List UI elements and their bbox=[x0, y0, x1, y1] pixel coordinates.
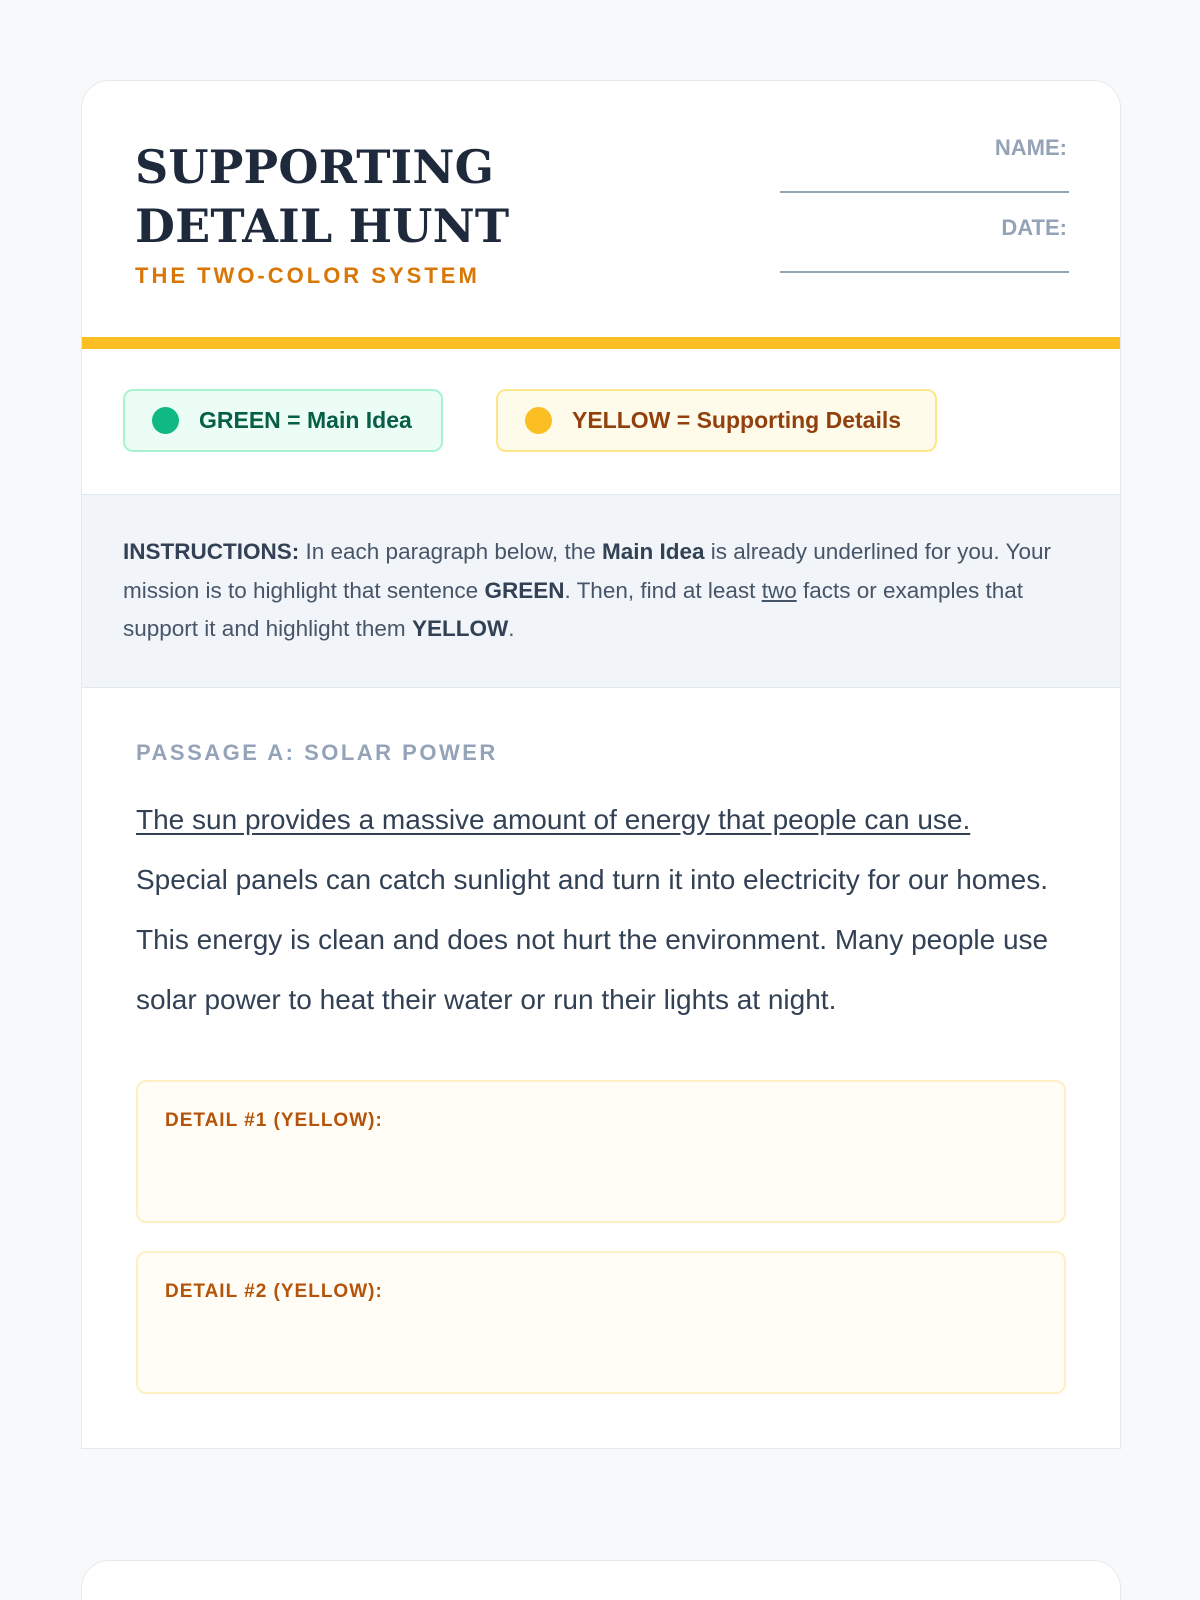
page-subtitle: THE TWO-COLOR SYSTEM bbox=[135, 263, 480, 288]
instructions-lead: INSTRUCTIONS: bbox=[123, 539, 300, 564]
instructions-text-1: In each paragraph below, the bbox=[299, 539, 602, 564]
yellow-dot-icon bbox=[525, 407, 552, 434]
legend-yellow-label: YELLOW = Supporting Details bbox=[572, 407, 902, 433]
worksheet-card bbox=[81, 80, 1121, 1449]
detail-2-label: DETAIL #2 (YELLOW): bbox=[165, 1280, 383, 1302]
color-legend bbox=[82, 349, 1120, 494]
worksheet-header bbox=[82, 81, 1120, 349]
instructions-text-3: . Then, find at least bbox=[564, 577, 762, 603]
detail-1-field[interactable] bbox=[136, 1080, 1066, 1223]
detail-2-field[interactable] bbox=[136, 1251, 1066, 1394]
green-dot-icon bbox=[152, 407, 179, 434]
name-field-line[interactable] bbox=[780, 191, 1069, 193]
instructions-text-4: facts or examples that support it and highlight them bbox=[123, 577, 1024, 641]
passage-body[interactable]: Special panels can catch sunlight and turn it into electricity for our homes. This energy is clean and does not hurt the environment. Many people use solar power to heat their water or run their lights at night. bbox=[136, 863, 1049, 1015]
instructions-green: GREEN bbox=[484, 577, 565, 603]
details-list bbox=[136, 1080, 1066, 1394]
passage-text[interactable] bbox=[136, 790, 1066, 1030]
legend-green-pill bbox=[123, 389, 443, 452]
instructions-text-2: is already underlined for you. Your mission is to highlight that sentence bbox=[123, 539, 1051, 603]
date-field-line[interactable] bbox=[780, 271, 1069, 273]
name-label: NAME: bbox=[994, 135, 1067, 160]
instructions-yellow: YELLOW bbox=[411, 616, 509, 641]
instructions-main-idea: Main Idea bbox=[601, 539, 705, 564]
instructions-text-5: . bbox=[508, 616, 515, 641]
date-label: DATE: bbox=[1001, 215, 1067, 240]
detail-1-label: DETAIL #1 (YELLOW): bbox=[165, 1109, 383, 1131]
passage-title: PASSAGE A: SOLAR POWER bbox=[136, 739, 498, 765]
instructions-box bbox=[82, 494, 1120, 688]
passage-a-section bbox=[82, 688, 1120, 1448]
next-worksheet-card bbox=[81, 1560, 1121, 1600]
page-title: SUPPORTING DETAIL HUNT bbox=[135, 140, 510, 253]
legend-green-label: GREEN = Main Idea bbox=[199, 407, 412, 433]
legend-yellow-pill bbox=[496, 389, 937, 452]
main-idea-sentence[interactable]: The sun provides a massive amount of energy that people can use. bbox=[136, 803, 971, 835]
instructions-two: two bbox=[761, 577, 797, 603]
